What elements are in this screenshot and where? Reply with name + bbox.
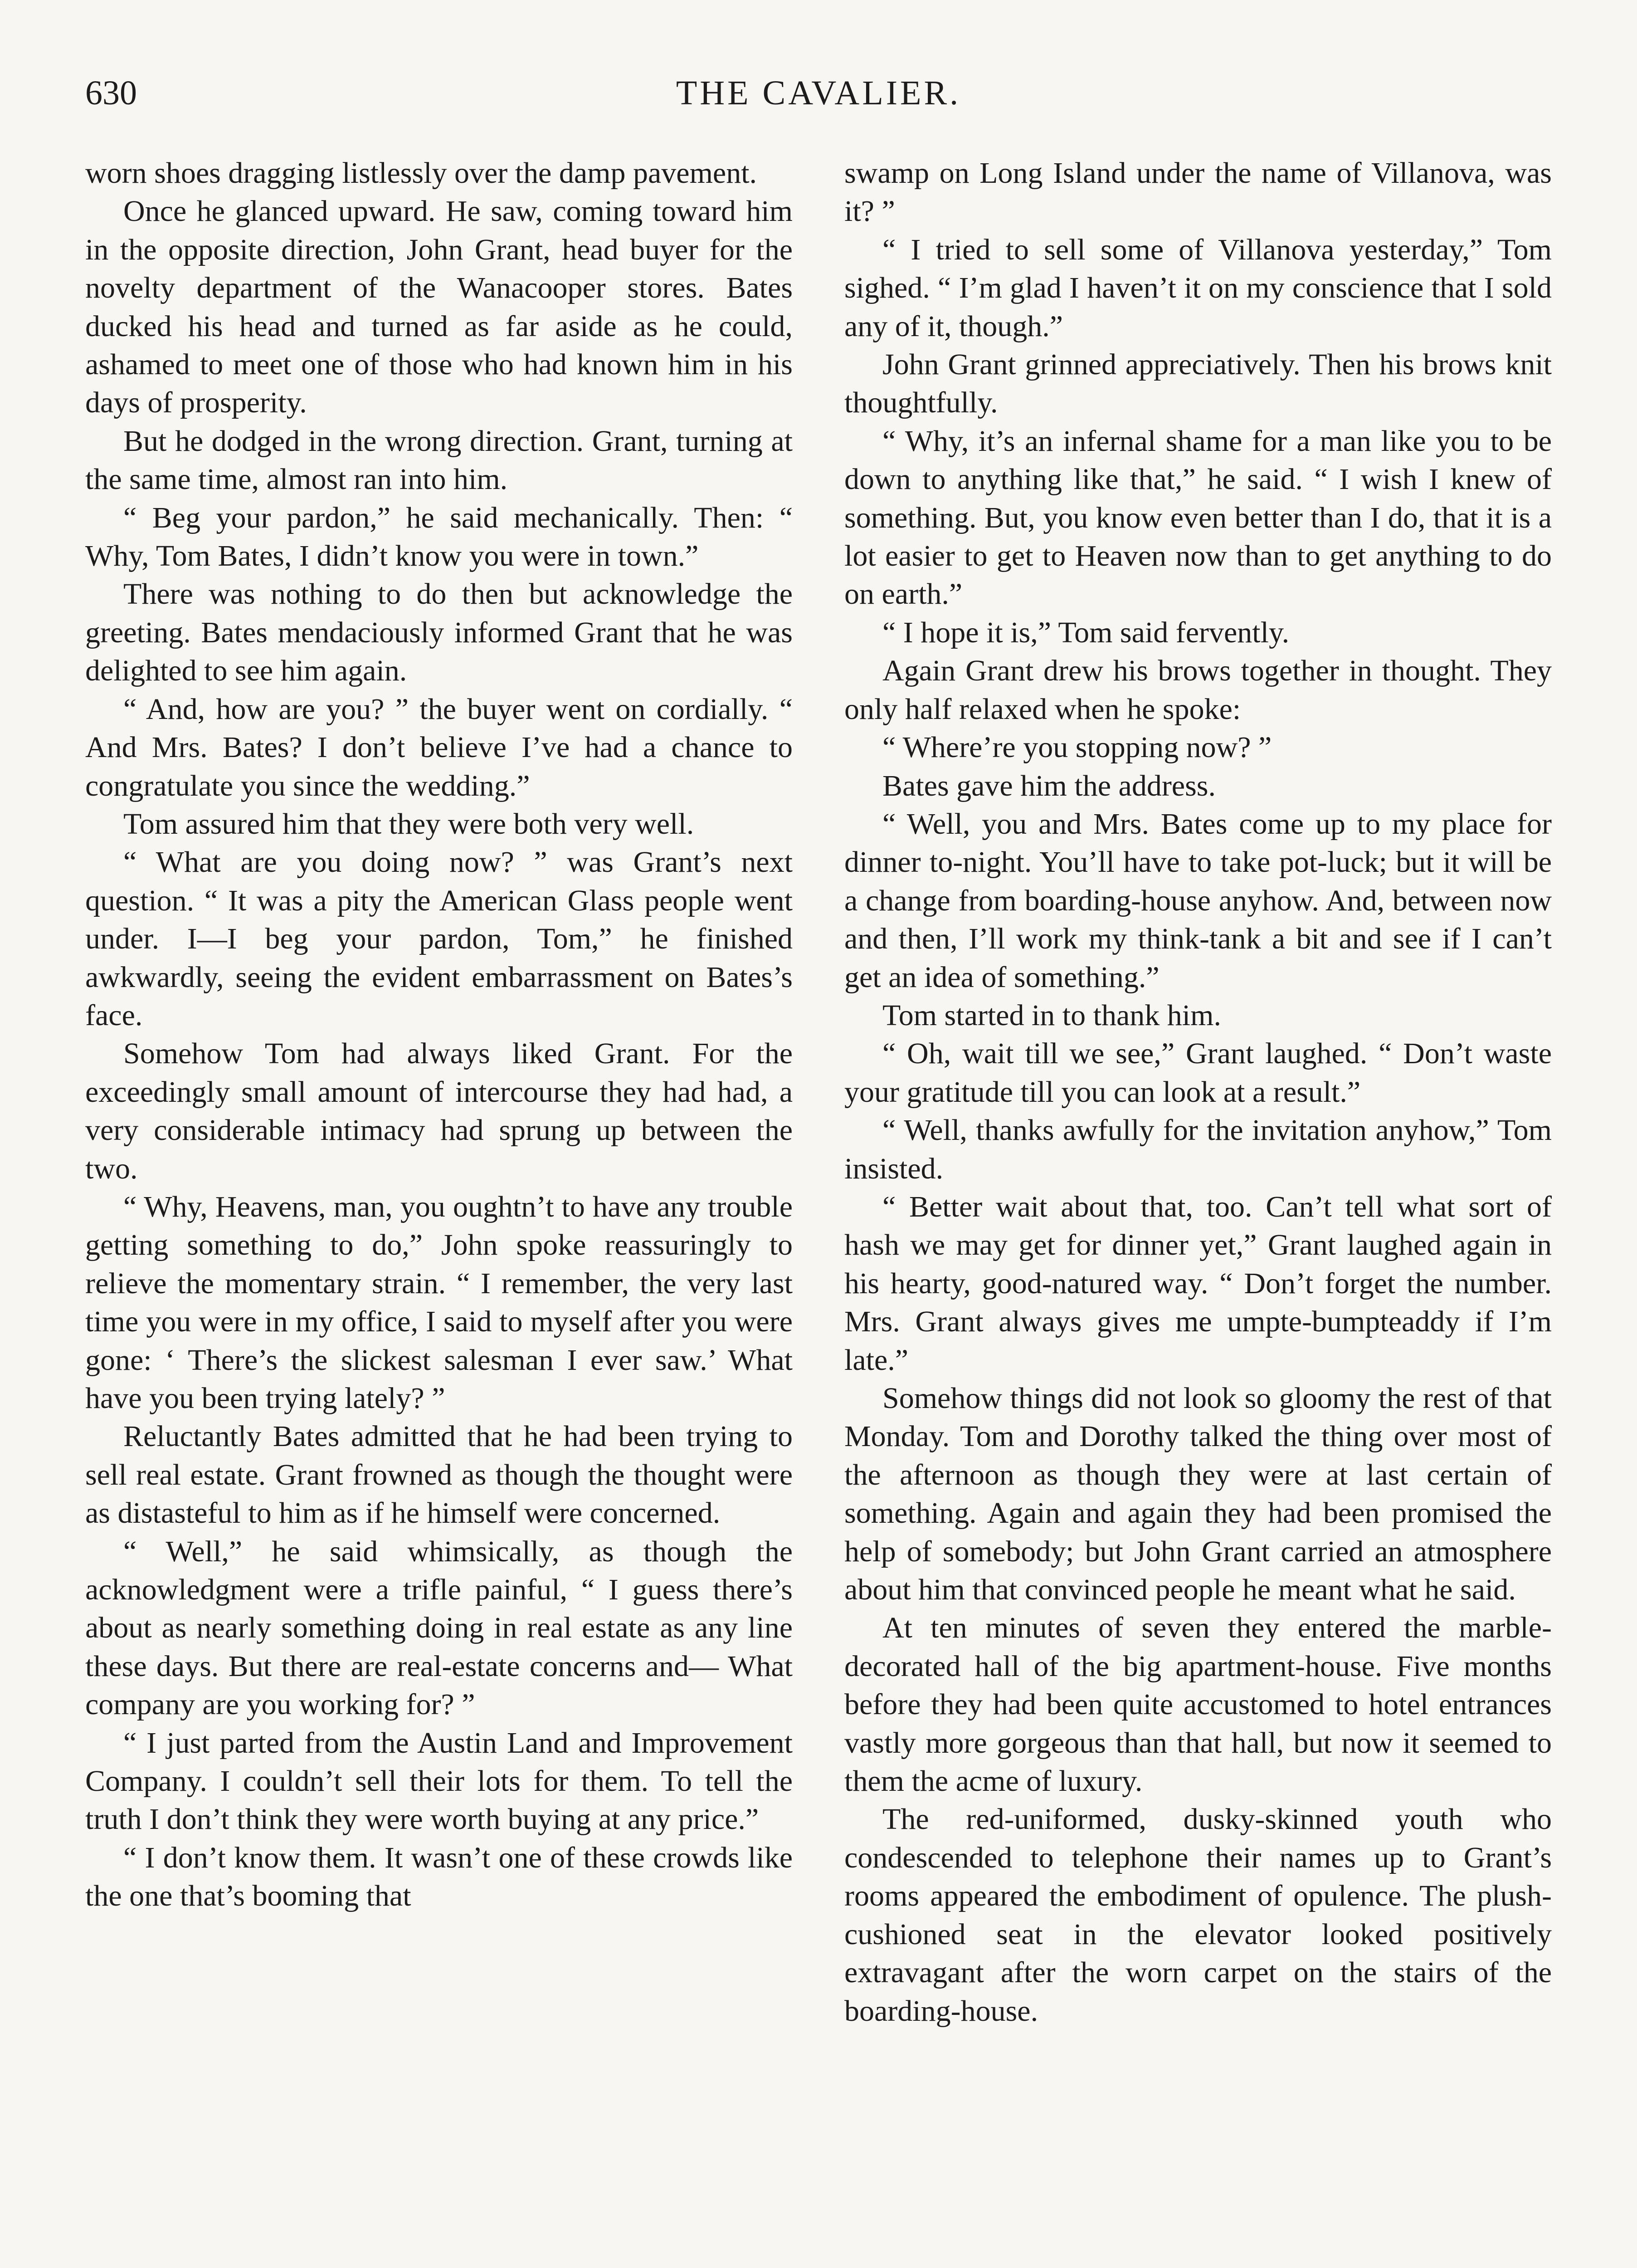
- right-column: [844, 154, 1552, 2268]
- paragraph: John Grant grinned appreciatively. Then his brows knit thoughtfully.: [844, 348, 1552, 420]
- paragraph: Reluctantly Bates admitted that he had been trying to sell real estate. Grant frowned as though the thought were as distasteful to him as if he himself were concerned.: [85, 1420, 793, 1530]
- paragraph: “ I tried to sell some of Villanova yesterday,” Tom sighed. “ I’m glad I haven’t it on my conscience that I sold any of it, though.”: [844, 233, 1552, 343]
- paragraph: “ Oh, wait till we see,” Grant laughed. “ Don’t waste your gratitude till you can look at a result.”: [844, 1037, 1552, 1109]
- paragraph: But he dodged in the wrong direction. Grant, turning at the same time, almost ran into him.: [85, 424, 793, 496]
- paragraph: “ I hope it is,” Tom said fervently.: [882, 616, 1290, 649]
- paragraph: There was nothing to do then but acknowledge the greeting. Bates mendaciously informed Grant that he was delighted to see him again.: [85, 577, 793, 688]
- paragraph: “ And, how are you? ” the buyer went on cordially. “ And Mrs. Bates? I don’t believe I’ve had a chance to congratulate you since the wedding.”: [85, 692, 793, 802]
- paragraph: At ten minutes of seven they entered the marble-decorated hall of the big apartment-house. Five months before they had been quite accustomed to hotel entrances vastly more gorgeous than that hall, but now it seemed to them the acme of luxury.: [844, 1611, 1552, 1798]
- text-columns: [85, 154, 1552, 2268]
- paragraph: Once he glanced upward. He saw, coming toward him in the opposite direction, John Grant, head buyer for the novelty department of the Wanacooper stores. Bates ducked his head and turned as far aside as he could, ashamed to meet one of those who had known him in his days of prosperity.: [85, 195, 793, 420]
- paragraph: Somehow Tom had always liked Grant. For the exceedingly small amount of intercourse they had had, a very considerable intimacy had sprung up between the two.: [85, 1037, 793, 1185]
- page-header: [85, 73, 1552, 122]
- paragraph: Again Grant drew his brows together in thought. They only half relaxed when he spoke:: [844, 654, 1552, 726]
- paragraph: “ Beg your pardon,” he said mechanically. Then: “ Why, Tom Bates, I didn’t know you were in town.”: [85, 501, 793, 573]
- paragraph: Bates gave him the address.: [882, 769, 1216, 802]
- paragraph: “ Well,” he said whimsically, as though the acknowledgment were a trifle painful, “ I guess there’s about as nearly something doing in real estate as any line these days. But there are real-estate concerns and— What company are you working for? ”: [85, 1535, 793, 1721]
- paragraph: Somehow things did not look so gloomy the rest of that Monday. Tom and Dorothy talked the thing over most of the afternoon as though they were at last certain of something. Again and again they had been promised the help of somebody; but John Grant carried an atmosphere about him that convinced people he meant what he said.: [844, 1382, 1552, 1607]
- paragraph: “ Where’re you stopping now? ”: [882, 731, 1272, 764]
- page-number: 630: [85, 74, 137, 112]
- paragraph: Tom assured him that they were both very well.: [123, 807, 694, 841]
- paragraph: “ Well, you and Mrs. Bates come up to my place for dinner to-night. You’ll have to take pot-luck; but it will be a change from boarding-house anyhow. And, between now and then, I’ll work my think-tank a bit and see if I can’t get an idea of something.”: [844, 807, 1552, 994]
- paragraph: “ Why, it’s an infernal shame for a man like you to be down to anything like that,” he said. “ I wish I knew of something. But, you know even better than I do, that it is a lot easier to get to Heaven now than to get anything to do on earth.”: [844, 424, 1552, 611]
- paragraph: “ I don’t know them. It wasn’t one of these crowds like the one that’s booming that: [85, 1841, 793, 1913]
- left-column: [85, 154, 793, 2268]
- paragraph: “ Well, thanks awfully for the invitation anyhow,” Tom insisted.: [844, 1114, 1552, 1185]
- paragraph: “ I just parted from the Austin Land and Improvement Company. I couldn’t sell their lots for them. To tell the truth I don’t think they were worth buying at any price.”: [85, 1726, 793, 1836]
- paragraph: The red-uniformed, dusky-skinned youth who condescended to telephone their names up to Grant’s rooms appeared the embodiment of opulence. The plush-cushioned seat in the elevator looked positively extravagant after the worn carpet on the stairs of the boarding-house.: [844, 1803, 1552, 2028]
- paragraph: swamp on Long Island under the name of Villanova, was it? ”: [844, 156, 1552, 228]
- running-title: THE CAVALIER.: [676, 74, 961, 112]
- paragraph: “ Why, Heavens, man, you oughtn’t to have any trouble getting something to do,” John spoke reassuringly to relieve the momentary strain. “ I remember, the very last time you were in my office, I said to myself after you were gone: ‘ There’s the slickest salesman I ever saw.’ What have you been trying lately? ”: [85, 1190, 793, 1415]
- paragraph: “ What are you doing now? ” was Grant’s next question. “ It was a pity the American Glass people went under. I—I beg your pardon, Tom,” he finished awkwardly, seeing the evident embarrassment on Bates’s face.: [85, 846, 793, 1032]
- paragraph: “ Better wait about that, too. Can’t tell what sort of hash we may get for dinner yet,” Grant laughed again in his hearty, good-natured way. “ Don’t forget the number. Mrs. Grant always gives me umpte-bumpteaddy if I’m late.”: [844, 1190, 1552, 1377]
- paragraph: worn shoes dragging listlessly over the damp pavement.: [85, 156, 757, 190]
- paragraph: Tom started in to thank him.: [882, 998, 1221, 1032]
